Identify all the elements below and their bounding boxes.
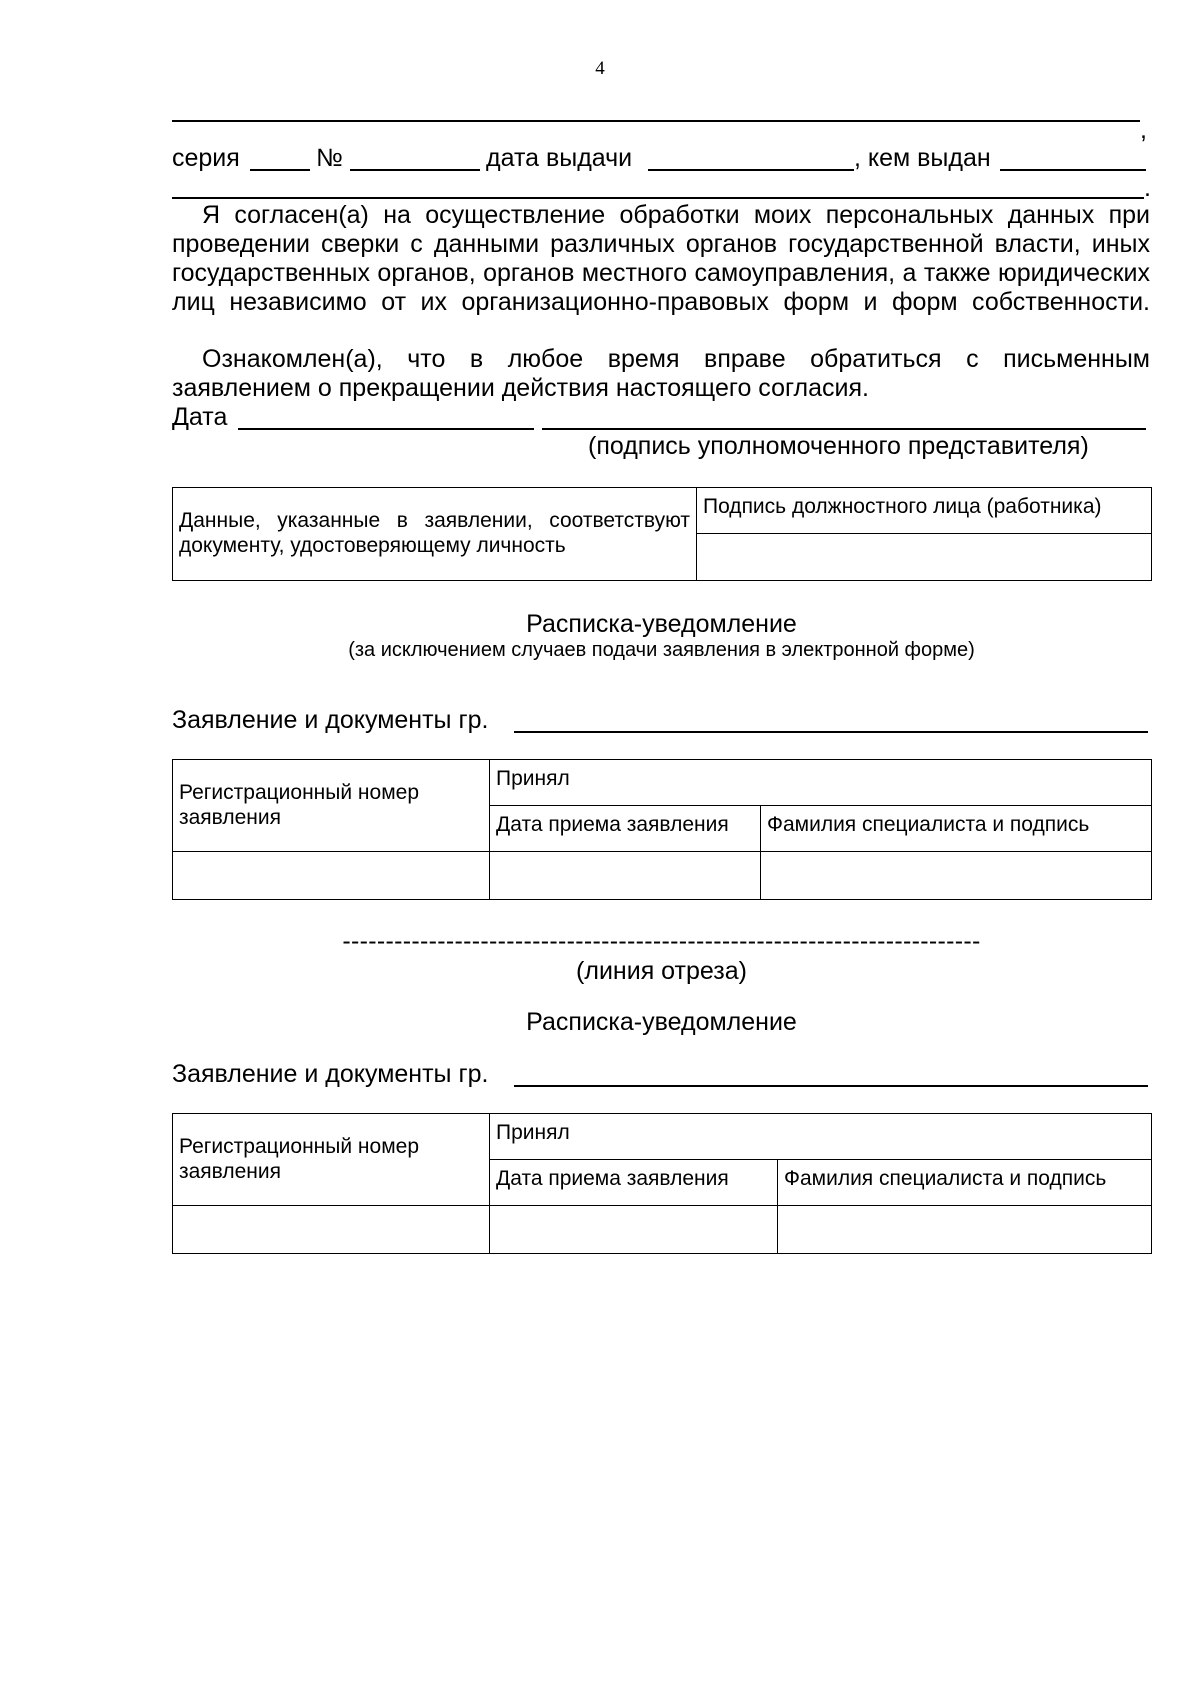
receipt1-reg-number-text: Регистрационный номер заявления bbox=[179, 781, 419, 829]
issue-date-label: дата выдачи bbox=[486, 144, 633, 172]
verification-data-text: Данные, указанные в заявлении, соответствуют документу, удостоверяющему личность bbox=[179, 509, 690, 557]
official-signature-field[interactable] bbox=[697, 534, 1152, 581]
date-blank[interactable] bbox=[238, 428, 534, 430]
receipt1-specialist-header: Фамилия специалиста и подпись bbox=[761, 806, 1152, 852]
identity-blank-line-3 bbox=[172, 197, 1144, 199]
consent-paragraph-2: Ознакомлен(а), что в любое время вправе обратиться с письменным заявлением о прекращении действия настоящего согласия. bbox=[172, 345, 1150, 402]
identity-line1-comma: , bbox=[1140, 116, 1147, 144]
cut-line-dashes: -------------------------------------------------------------------------- bbox=[342, 927, 981, 955]
receipt1-reg-number-field[interactable] bbox=[173, 852, 490, 900]
receipt1-title: Расписка-уведомление bbox=[526, 610, 797, 638]
receipt2-applicant-label: Заявление и документы гр. bbox=[172, 1060, 489, 1088]
receipt2-accepted-header: Принял bbox=[490, 1114, 1152, 1160]
receipt2-date-received-field[interactable] bbox=[490, 1206, 778, 1254]
verification-data-cell bbox=[173, 488, 697, 581]
receipt1-applicant-label: Заявление и документы гр. bbox=[172, 706, 489, 734]
receipt2-title: Расписка-уведомление bbox=[526, 1008, 797, 1036]
seria-label: серия bbox=[172, 144, 240, 172]
receipt2-specialist-field[interactable] bbox=[778, 1206, 1152, 1254]
official-signature-header: Подпись должностного лица (работника) bbox=[697, 488, 1152, 534]
receipt1-date-received-field[interactable] bbox=[490, 852, 761, 900]
receipt1-date-received-header: Дата приема заявления bbox=[490, 806, 761, 852]
signature-caption: (подпись уполномоченного представителя) bbox=[588, 432, 1089, 460]
receipt2-table bbox=[172, 1113, 1152, 1254]
receipt2-date-received-header: Дата приема заявления bbox=[490, 1160, 778, 1206]
verification-table bbox=[172, 487, 1152, 581]
receipt2-applicant-blank[interactable] bbox=[514, 1085, 1148, 1087]
receipt2-reg-number-text: Регистрационный номер заявления bbox=[179, 1135, 419, 1183]
receipt2-reg-number-field[interactable] bbox=[173, 1206, 490, 1254]
receipt1-reg-number-header bbox=[173, 760, 490, 852]
issued-by-label: , кем выдан bbox=[854, 144, 991, 172]
issue-date-blank[interactable] bbox=[648, 169, 854, 171]
receipt2-reg-number-header bbox=[173, 1114, 490, 1206]
seria-blank[interactable] bbox=[250, 169, 310, 171]
receipt1-subtitle: (за исключением случаев подачи заявления в электронной форме) bbox=[348, 639, 975, 661]
number-label: № bbox=[316, 144, 343, 172]
number-blank[interactable] bbox=[350, 169, 480, 171]
consent-paragraph-1: Я согласен(а) на осуществление обработки моих персональных данных при проведении сверки с данными различных органов государственной власти, иных государственных органов, органов местного самоуправления, а также юридических лиц независимо от их организационно-правовых форм и форм собственности. bbox=[172, 201, 1150, 316]
cut-line-caption: (линия отреза) bbox=[576, 957, 747, 985]
date-label: Дата bbox=[172, 403, 228, 431]
receipt1-applicant-blank[interactable] bbox=[514, 731, 1148, 733]
page-number: 4 bbox=[595, 58, 605, 79]
receipt1-accepted-header: Принял bbox=[490, 760, 1152, 806]
receipt1-specialist-field[interactable] bbox=[761, 852, 1152, 900]
receipt2-specialist-header: Фамилия специалиста и подпись bbox=[778, 1160, 1152, 1206]
signature-blank[interactable] bbox=[542, 428, 1146, 430]
receipt1-table bbox=[172, 759, 1152, 900]
identity-blank-line-1 bbox=[172, 120, 1140, 122]
identity-line3-period: . bbox=[1144, 174, 1151, 202]
issued-by-blank[interactable] bbox=[1000, 169, 1146, 171]
